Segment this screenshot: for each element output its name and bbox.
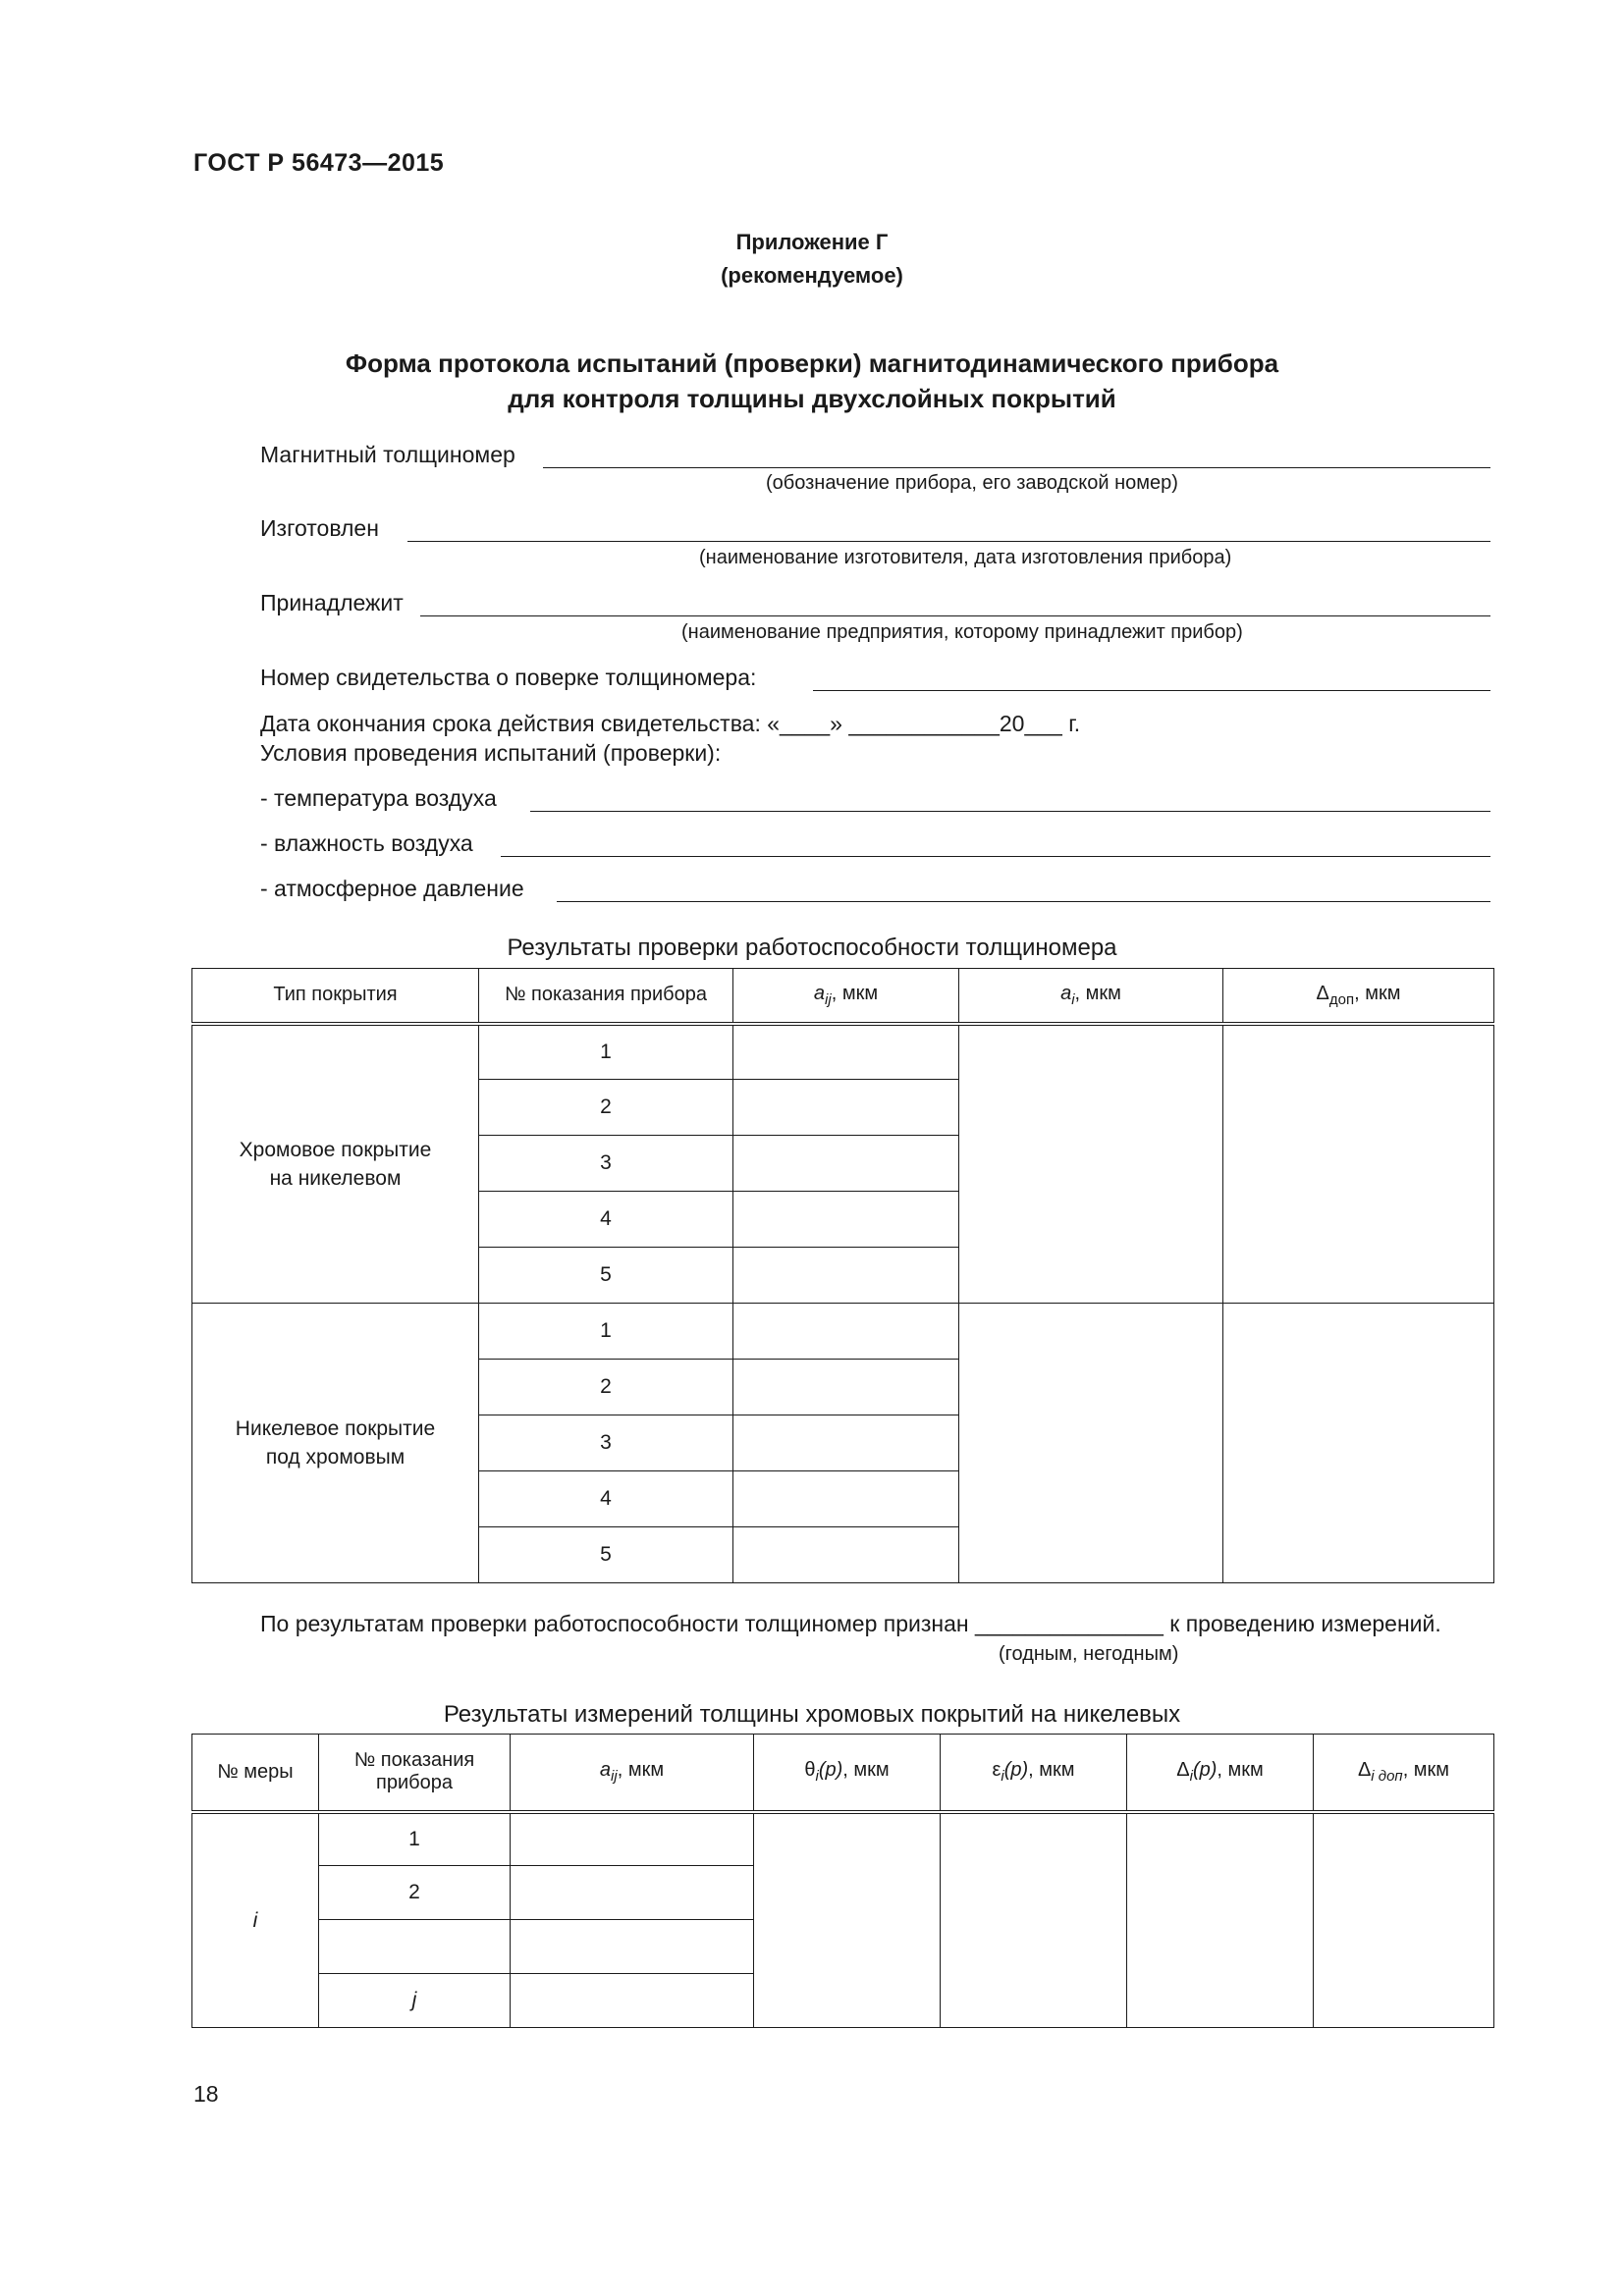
- col-delta: [1127, 1735, 1314, 1812]
- aij-cell[interactable]: [733, 1080, 959, 1136]
- table1-title: Результаты проверки работоспособности толщиномера: [507, 934, 1117, 961]
- form-title-line2: для контроля толщины двухслойных покрытий: [508, 384, 1116, 413]
- form-title: [0, 346, 1624, 416]
- appendix-heading: [0, 226, 1624, 293]
- pressure-line[interactable]: [557, 901, 1490, 902]
- aij-cell[interactable]: [511, 1974, 754, 2028]
- theta-symbol: θ: [804, 1759, 816, 1782]
- aij-cell[interactable]: [733, 1248, 959, 1304]
- conditions-label: Условия проведения испытаний (проверки):: [260, 740, 722, 766]
- col-reading-number: [319, 1735, 511, 1812]
- reading-number: 1: [479, 1024, 733, 1080]
- reading-number: 1: [319, 1812, 511, 1866]
- table2-header-row: [192, 1735, 1494, 1812]
- table-row: [192, 1304, 1494, 1360]
- theta-cell[interactable]: [754, 1812, 941, 2028]
- delta-dop-symbol: Δ: [1357, 1759, 1372, 1782]
- humidity-line[interactable]: [501, 856, 1490, 857]
- col-delta-dop: [1223, 969, 1494, 1024]
- ai-unit: , мкм: [1074, 982, 1121, 1004]
- col-delta-dop: [1314, 1735, 1494, 1812]
- reading-number: 2: [479, 1080, 733, 1136]
- temperature-line[interactable]: [530, 811, 1490, 812]
- coating-nickel-under-chrome: [192, 1304, 479, 1583]
- coating-line1: Никелевое покрытие: [235, 1417, 436, 1440]
- col-measure-number: № меры: [192, 1735, 319, 1812]
- reading-number: 1: [479, 1304, 733, 1360]
- made-hint: (наименование изготовителя, дата изготовления прибора): [699, 547, 1232, 568]
- reading-number: [319, 1920, 511, 1974]
- measure-index: i: [192, 1812, 319, 2028]
- epsilon-cell[interactable]: [941, 1812, 1127, 2028]
- coating-chrome-on-nickel: [192, 1024, 479, 1304]
- delta-symbol: Δ: [1316, 982, 1329, 1004]
- delta-dop-unit: , мкм: [1402, 1759, 1450, 1782]
- gauge-hint: (обозначение прибора, его заводской номер): [766, 472, 1178, 494]
- table1-header-row: [192, 969, 1494, 1024]
- reading-number: 3: [479, 1136, 733, 1192]
- appendix-type: (рекомендуемое): [721, 263, 903, 288]
- aij-unit: , мкм: [617, 1759, 665, 1782]
- coating-line2: под хромовым: [265, 1446, 406, 1468]
- reading-number: 5: [479, 1527, 733, 1583]
- epsilon-unit: , мкм: [1028, 1759, 1075, 1782]
- epsilon-subscript: i: [1001, 1768, 1004, 1786]
- reading-number: 4: [479, 1192, 733, 1248]
- conclusion-hint: (годным, негодным): [999, 1643, 1179, 1665]
- delta-subscript: i: [1189, 1768, 1193, 1786]
- reading-number: 2: [319, 1866, 511, 1920]
- reading-number: 2: [479, 1360, 733, 1415]
- gauge-line[interactable]: [543, 467, 1490, 468]
- page-number: 18: [193, 2081, 219, 2107]
- coating-line2: на никелевом: [269, 1166, 402, 1190]
- temperature-label: - температура воздуха: [260, 785, 497, 811]
- delta-dop-cell[interactable]: [1314, 1812, 1494, 2028]
- aij-unit: , мкм: [831, 982, 879, 1004]
- owner-line[interactable]: [420, 615, 1490, 616]
- measurement-table: [191, 1734, 1494, 2028]
- humidity-label: - влажность воздуха: [260, 830, 473, 856]
- col-coating-type: Тип покрытия: [192, 969, 479, 1024]
- reading-number: 5: [479, 1248, 733, 1304]
- aij-cell[interactable]: [733, 1527, 959, 1583]
- aij-cell[interactable]: [733, 1024, 959, 1080]
- aij-symbol: a: [813, 982, 826, 1004]
- delta-dop-subscript: i доп: [1371, 1768, 1403, 1786]
- ai-cell[interactable]: [959, 1024, 1223, 1304]
- cert-label: Номер свидетельства о поверке толщиномера:: [260, 665, 757, 690]
- col-aij: [511, 1735, 754, 1812]
- ai-subscript: i: [1071, 990, 1075, 1008]
- delta-subscript: доп: [1328, 990, 1355, 1008]
- ai-symbol: a: [1060, 982, 1072, 1004]
- appendix-label: Приложение Г: [735, 230, 889, 254]
- owner-hint: (наименование предприятия, которому принадлежит прибор): [681, 621, 1243, 643]
- conclusion-text: По результатам проверки работоспособности толщиномер признан _______________ к проведению измерений.: [260, 1611, 1441, 1636]
- theta-arg: (p): [818, 1759, 843, 1782]
- reading-line1: № показания: [353, 1749, 475, 1772]
- theta-subscript: i: [815, 1768, 819, 1786]
- cert-line[interactable]: [813, 690, 1490, 691]
- aij-subscript: ij: [825, 990, 832, 1008]
- form-title-line1: Форма протокола испытаний (проверки) магнитодинамического прибора: [345, 348, 1279, 378]
- standard-number: ГОСТ Р 56473—2015: [193, 149, 445, 177]
- table-row: [192, 1812, 1494, 1866]
- made-label: Изготовлен: [260, 515, 379, 541]
- aij-cell[interactable]: [511, 1866, 754, 1920]
- operability-table: [191, 968, 1494, 1583]
- delta-unit: , мкм: [1354, 982, 1401, 1004]
- aij-cell[interactable]: [511, 1920, 754, 1974]
- col-ai: [959, 969, 1223, 1024]
- aij-cell[interactable]: [511, 1812, 754, 1866]
- theta-unit: , мкм: [842, 1759, 890, 1782]
- delta-cell[interactable]: [1127, 1812, 1314, 2028]
- table-row: [192, 1024, 1494, 1080]
- aij-cell[interactable]: [733, 1415, 959, 1471]
- pressure-label: - атмосферное давление: [260, 876, 524, 901]
- gauge-label: Магнитный толщиномер: [260, 442, 515, 467]
- coating-line1: Хромовое покрытие: [239, 1138, 432, 1161]
- delta-cell[interactable]: [1223, 1024, 1494, 1304]
- expiry-label: Дата окончания срока действия свидетельства: «____» ____________20___ г.: [260, 711, 1081, 736]
- reading-number: j: [319, 1974, 511, 2028]
- col-theta: [754, 1735, 941, 1812]
- epsilon-symbol: ε: [992, 1759, 1001, 1782]
- col-reading-number: № показания прибора: [479, 969, 733, 1024]
- col-epsilon: [941, 1735, 1127, 1812]
- aij-cell[interactable]: [733, 1471, 959, 1527]
- made-line[interactable]: [407, 541, 1490, 542]
- reading-number: 4: [479, 1471, 733, 1527]
- aij-subscript: ij: [611, 1768, 618, 1786]
- delta-arg: (p): [1192, 1759, 1218, 1782]
- table2-title: Результаты измерений толщины хромовых покрытий на никелевых: [443, 1701, 1181, 1728]
- ai-cell[interactable]: [959, 1304, 1223, 1583]
- reading-line2: прибора: [376, 1772, 453, 1794]
- delta-unit: , мкм: [1217, 1759, 1264, 1782]
- delta-cell[interactable]: [1223, 1304, 1494, 1583]
- reading-number: 3: [479, 1415, 733, 1471]
- col-aij: [733, 969, 959, 1024]
- epsilon-arg: (p): [1003, 1759, 1029, 1782]
- aij-cell[interactable]: [733, 1360, 959, 1415]
- delta-symbol: Δ: [1176, 1759, 1190, 1782]
- aij-symbol: a: [599, 1759, 612, 1782]
- aij-cell[interactable]: [733, 1136, 959, 1192]
- aij-cell[interactable]: [733, 1192, 959, 1248]
- aij-cell[interactable]: [733, 1304, 959, 1360]
- owner-label: Принадлежит: [260, 590, 404, 615]
